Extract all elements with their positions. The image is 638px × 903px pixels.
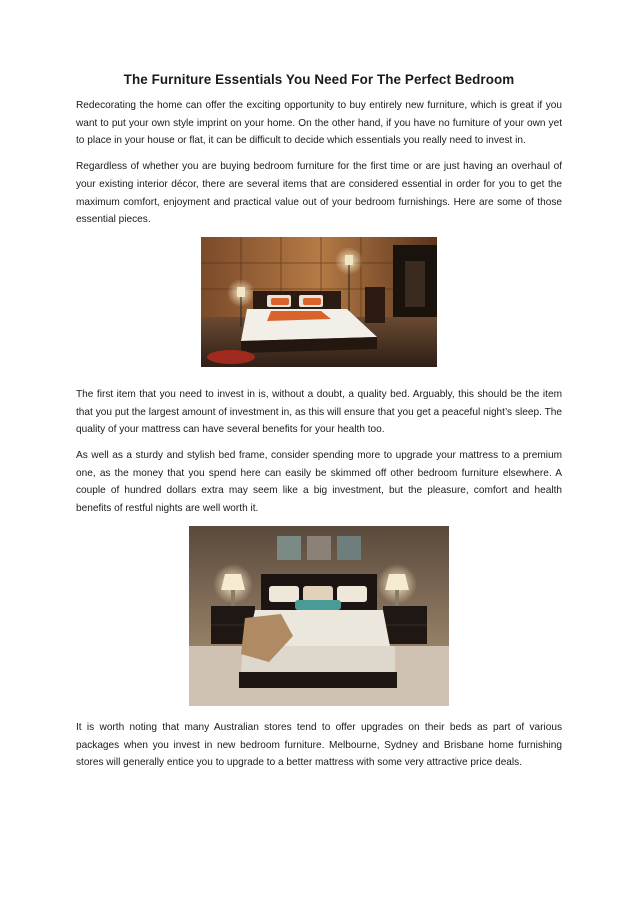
paragraph-3: The first item that you need to invest in is, without a doubt, a quality bed. Arguably, this should be the item that you put the largest amount of investment in, as this will ensure that you get a peaceful night’s sleep. The quality of your mattress can have several benefits for your health too. (76, 388, 562, 436)
document-page (76, 72, 562, 780)
paragraph-4: As well as a sturdy and stylish bed frame, consider spending more to upgrade your mattress to a premium one, as the money that you spend here can easily be skimmed off other bedroom furniture elsewhere. A couple of hundred dollars extra may seem like a big investment, but the pleasure, comfort and health benefits of restful nights are well worth it. (76, 450, 562, 515)
document-title: The Furniture Essentials You Need For The Perfect Bedroom (123, 72, 515, 87)
paragraph-5: It is worth noting that many Australian stores tend to offer upgrades on their beds as part of various packages when you invest in new bedroom furniture. Melbourne, Sydney and Brisbane home furnishing stores will generally entice you to upgrade to a better mattress with some very attractive price deals. (76, 721, 562, 769)
bedroom-photo-modern (201, 237, 437, 367)
bedroom-photo-classic (189, 526, 449, 706)
paragraph-2: Regardless of whether you are buying bedroom furniture for the first time or are just having an overhaul of your existing interior décor, there are several items that are considered essential in order for you to get the maximum comfort, enjoyment and practical value out of your bedroom furnishings. Here are some of those essential pieces. (76, 161, 562, 226)
paragraph-1: Redecorating the home can offer the exciting opportunity to buy entirely new furniture, which is great if you want to put your own style imprint on your home. On the other hand, if you have no furniture of your own yet to place in your house or flat, it can be difficult to decide which essentials you really need to invest in. (76, 100, 562, 147)
